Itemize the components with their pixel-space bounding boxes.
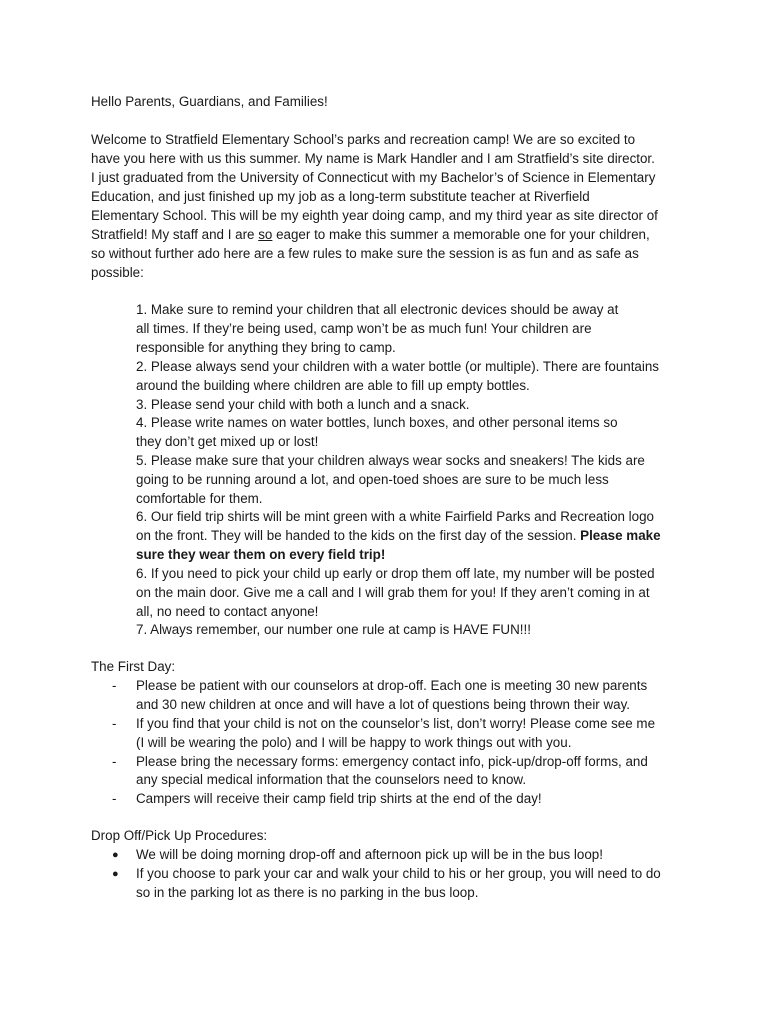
rule-bold-text: Please make	[580, 528, 661, 543]
intro-text: Stratfield! My staff and I are	[91, 227, 259, 242]
rule-line: 6. Our field trip shirts will be mint green with a white Fairfield Parks and Recreation logo	[136, 509, 654, 524]
list-item-line: Please be patient with our counselors at drop-off. Each one is meeting 30 new parents	[136, 678, 648, 693]
section-heading-dropoff: Drop Off/Pick Up Procedures:	[91, 828, 268, 843]
intro-line	[91, 226, 650, 245]
intro-text: eager to make this summer a memorable one for your children,	[272, 227, 650, 242]
rule-line: they don’t get mixed up or lost!	[136, 434, 319, 449]
section-heading-first-day: The First Day:	[91, 659, 176, 674]
rule-line: going to be running around a lot, and open-toed shoes are sure to be much less	[136, 472, 609, 487]
rule-line	[136, 546, 385, 565]
intro-line: Education, and just finished up my job as a long-term substitute teacher at Riverfield	[91, 189, 590, 204]
bullet-marker: ●	[112, 868, 119, 880]
intro-line: have you here with us this summer. My name is Mark Handler and I am Stratfield’s site director.	[91, 151, 655, 166]
intro-line: Welcome to Stratfield Elementary School’s parks and recreation camp! We are so excited to	[91, 132, 636, 147]
list-item-line: We will be doing morning drop-off and afternoon pick up will be in the bus loop!	[136, 847, 603, 862]
rule-line: all times. If they’re being used, camp won’t be as much fun! Your children are	[136, 321, 592, 336]
intro-line: I just graduated from the University of Connecticut with my Bachelor’s of Science in Elementary	[91, 170, 656, 185]
list-item-line: any special medical information that the counselors need to know.	[136, 772, 527, 787]
rule-line: comfortable for them.	[136, 491, 263, 506]
list-item-line: so in the parking lot as there is no parking in the bus loop.	[136, 885, 479, 900]
rule-line: 3. Please send your child with both a lunch and a snack.	[136, 397, 470, 412]
rule-line: around the building where children are able to fill up empty bottles.	[136, 378, 530, 393]
intro-line: Elementary School. This will be my eighth year doing camp, and my third year as site director of	[91, 208, 658, 223]
dash-marker: -	[112, 678, 117, 693]
bullet-marker: ●	[112, 849, 119, 861]
rule-line: 4. Please write names on water bottles, lunch boxes, and other personal items so	[136, 415, 618, 430]
intro-line: so without further ado here are a few rules to make sure the session is as fun and as safe as	[91, 246, 639, 261]
underlined-word: so	[258, 227, 273, 242]
dash-marker: -	[112, 716, 117, 731]
greeting: Hello Parents, Guardians, and Families!	[91, 94, 328, 109]
dash-marker: -	[112, 791, 117, 806]
list-item-line: Please bring the necessary forms: emergency contact info, pick-up/drop-off forms, and	[136, 754, 648, 769]
list-item-line: (I will be wearing the polo) and I will be happy to work things out with you.	[136, 735, 572, 750]
rule-line: on the main door. Give me a call and I will grab them for you! If they aren’t coming in at	[136, 585, 650, 600]
intro-line: possible:	[91, 265, 144, 280]
rule-bold-text: sure they wear them on every field trip!	[136, 547, 386, 562]
rule-line	[136, 527, 661, 546]
list-item-line: If you choose to park your car and walk your child to his or her group, you will need to do	[136, 866, 661, 881]
dash-marker: -	[112, 754, 117, 769]
list-item-line: Campers will receive their camp field trip shirts at the end of the day!	[136, 791, 542, 806]
list-item-line: and 30 new children at once and will have a lot of questions being thrown their way.	[136, 697, 631, 712]
rule-line: 7. Always remember, our number one rule at camp is HAVE FUN!!!	[136, 622, 531, 637]
rule-line: 1. Make sure to remind your children that all electronic devices should be away at	[136, 302, 619, 317]
rule-line: 5. Please make sure that your children always wear socks and sneakers! The kids are	[136, 453, 645, 468]
rule-line: 2. Please always send your children with a water bottle (or multiple). There are fountains	[136, 359, 659, 374]
list-item-line: If you find that your child is not on the counselor’s list, don’t worry! Please come see me	[136, 716, 656, 731]
rule-text: on the front. They will be handed to the kids on the first day of the session.	[136, 528, 581, 543]
rule-line: responsible for anything they bring to camp.	[136, 340, 396, 355]
rule-line: 6. If you need to pick your child up early or drop them off late, my number will be posted	[136, 566, 655, 581]
rule-line: all, no need to contact anyone!	[136, 604, 319, 619]
